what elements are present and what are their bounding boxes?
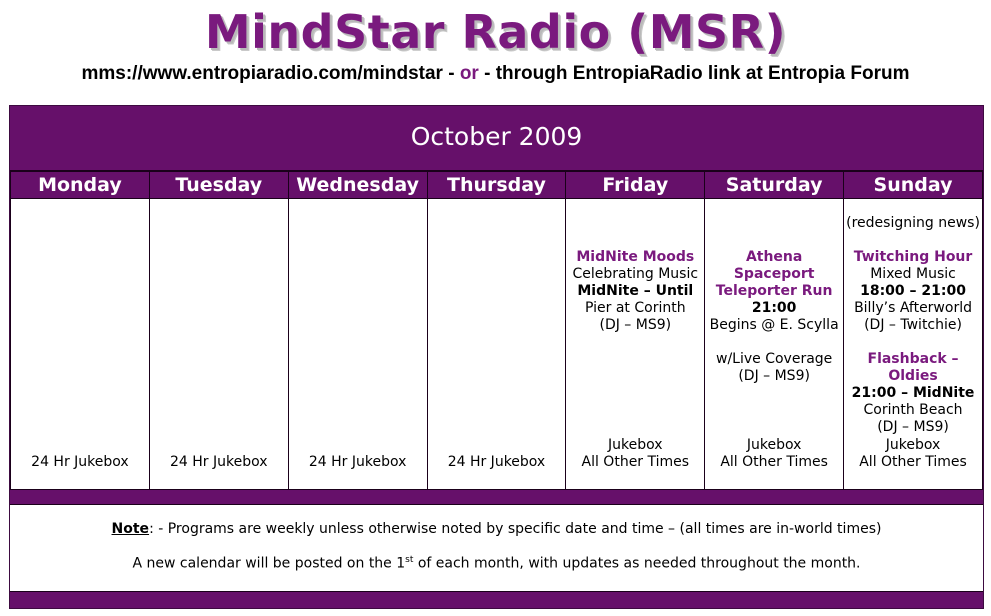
day-cell-wednesday [288, 199, 427, 490]
sunday-note: (redesigning news) [846, 215, 980, 231]
day-header-monday: Monday [11, 171, 150, 199]
event-coverage: w/Live Coverage [716, 351, 833, 367]
note-line-1 [10, 521, 983, 537]
separator-dash: - [484, 63, 491, 84]
jukebox-times: All Other Times [720, 454, 828, 470]
schedule-row [11, 199, 983, 490]
jukebox-note [844, 437, 982, 471]
event-teleporter-run [705, 249, 843, 385]
event-time: MidNite – Until [577, 283, 694, 299]
or-text: or [459, 63, 479, 84]
jukebox-label: Jukebox [885, 437, 941, 453]
event-dj: (DJ – MS9) [599, 317, 672, 333]
note-text-b: of each month, with updates as needed throughout the month. [413, 555, 861, 572]
jukebox-text: 24 Hr Jukebox [447, 454, 546, 470]
jukebox-times: All Other Times [859, 454, 967, 470]
event-dj: (DJ – MS9) [877, 419, 949, 435]
note-label: Note [111, 521, 150, 537]
jukebox-text: 24 Hr Jukebox [31, 454, 129, 470]
forum-link-text: through EntropiaRadio link at Entropia Forum [495, 63, 910, 84]
note-text-a: A new calendar will be posted on the 1 [132, 555, 406, 572]
day-header-thursday: Thursday [427, 171, 566, 199]
jukebox-label: Jukebox [608, 437, 663, 453]
day-header-wednesday: Wednesday [288, 171, 427, 199]
event-dj: (DJ – Twitchie) [864, 317, 962, 333]
event-location: Pier at Corinth [585, 300, 686, 316]
schedule-table [10, 170, 983, 490]
separator-dash: - [448, 63, 455, 84]
event-title-line2: Teleporter Run [715, 283, 833, 299]
notes-box [10, 504, 983, 592]
event-time: 21:00 – MidNite [851, 385, 975, 401]
calendar-frame [9, 105, 984, 609]
month-heading: October 2009 [410, 122, 583, 151]
day-cell-thursday [427, 199, 566, 490]
event-title: Twitching Hour [853, 249, 973, 265]
event-location: Billy’s Afterworld [854, 300, 972, 316]
event-title: Athena Spaceport [733, 249, 815, 282]
day-header-saturday: Saturday [705, 171, 844, 199]
day-cell-friday [566, 199, 705, 490]
day-cell-saturday [705, 199, 844, 490]
spacer [705, 334, 843, 351]
event-dj: (DJ – MS9) [738, 368, 810, 384]
event-location: Begins @ E. Scylla [709, 317, 839, 333]
day-cell-tuesday [149, 199, 288, 490]
ordinal-suffix: st [405, 555, 414, 565]
day-header-row [11, 171, 983, 199]
note-text: : - Programs are weekly unless otherwise noted by specific date and time – (all times are in-world times) [149, 521, 882, 537]
day-header-sunday: Sunday [844, 171, 983, 199]
jukebox-text: 24 Hr Jukebox [170, 454, 268, 470]
event-title: MidNite Moods [576, 249, 695, 265]
day-header-tuesday: Tuesday [149, 171, 288, 199]
day-header-friday: Friday [566, 171, 705, 199]
jukebox-note [705, 437, 843, 471]
event-title: Flashback – Oldies [867, 351, 959, 384]
event-midnite-moods [566, 249, 704, 334]
event-genre: Celebrating Music [572, 266, 699, 282]
jukebox-note [566, 437, 704, 471]
event-location: Corinth Beach [863, 402, 963, 418]
jukebox-text: 24 Hr Jukebox [308, 454, 407, 470]
sunday-events [844, 249, 982, 436]
stream-url[interactable]: mms://www.entropiaradio.com/mindstar [81, 63, 443, 84]
jukebox-times: All Other Times [581, 454, 690, 470]
event-genre: Mixed Music [870, 266, 956, 282]
event-time: 21:00 [751, 300, 797, 316]
day-cell-monday [11, 199, 150, 490]
stream-info [0, 62, 991, 86]
event-time: 18:00 – 21:00 [860, 283, 966, 299]
day-cell-sunday [844, 199, 983, 490]
page-title: MindStar Radio (MSR) [204, 5, 787, 59]
note-line-2 [10, 555, 983, 572]
jukebox-label: Jukebox [746, 437, 802, 453]
spacer [844, 334, 982, 351]
